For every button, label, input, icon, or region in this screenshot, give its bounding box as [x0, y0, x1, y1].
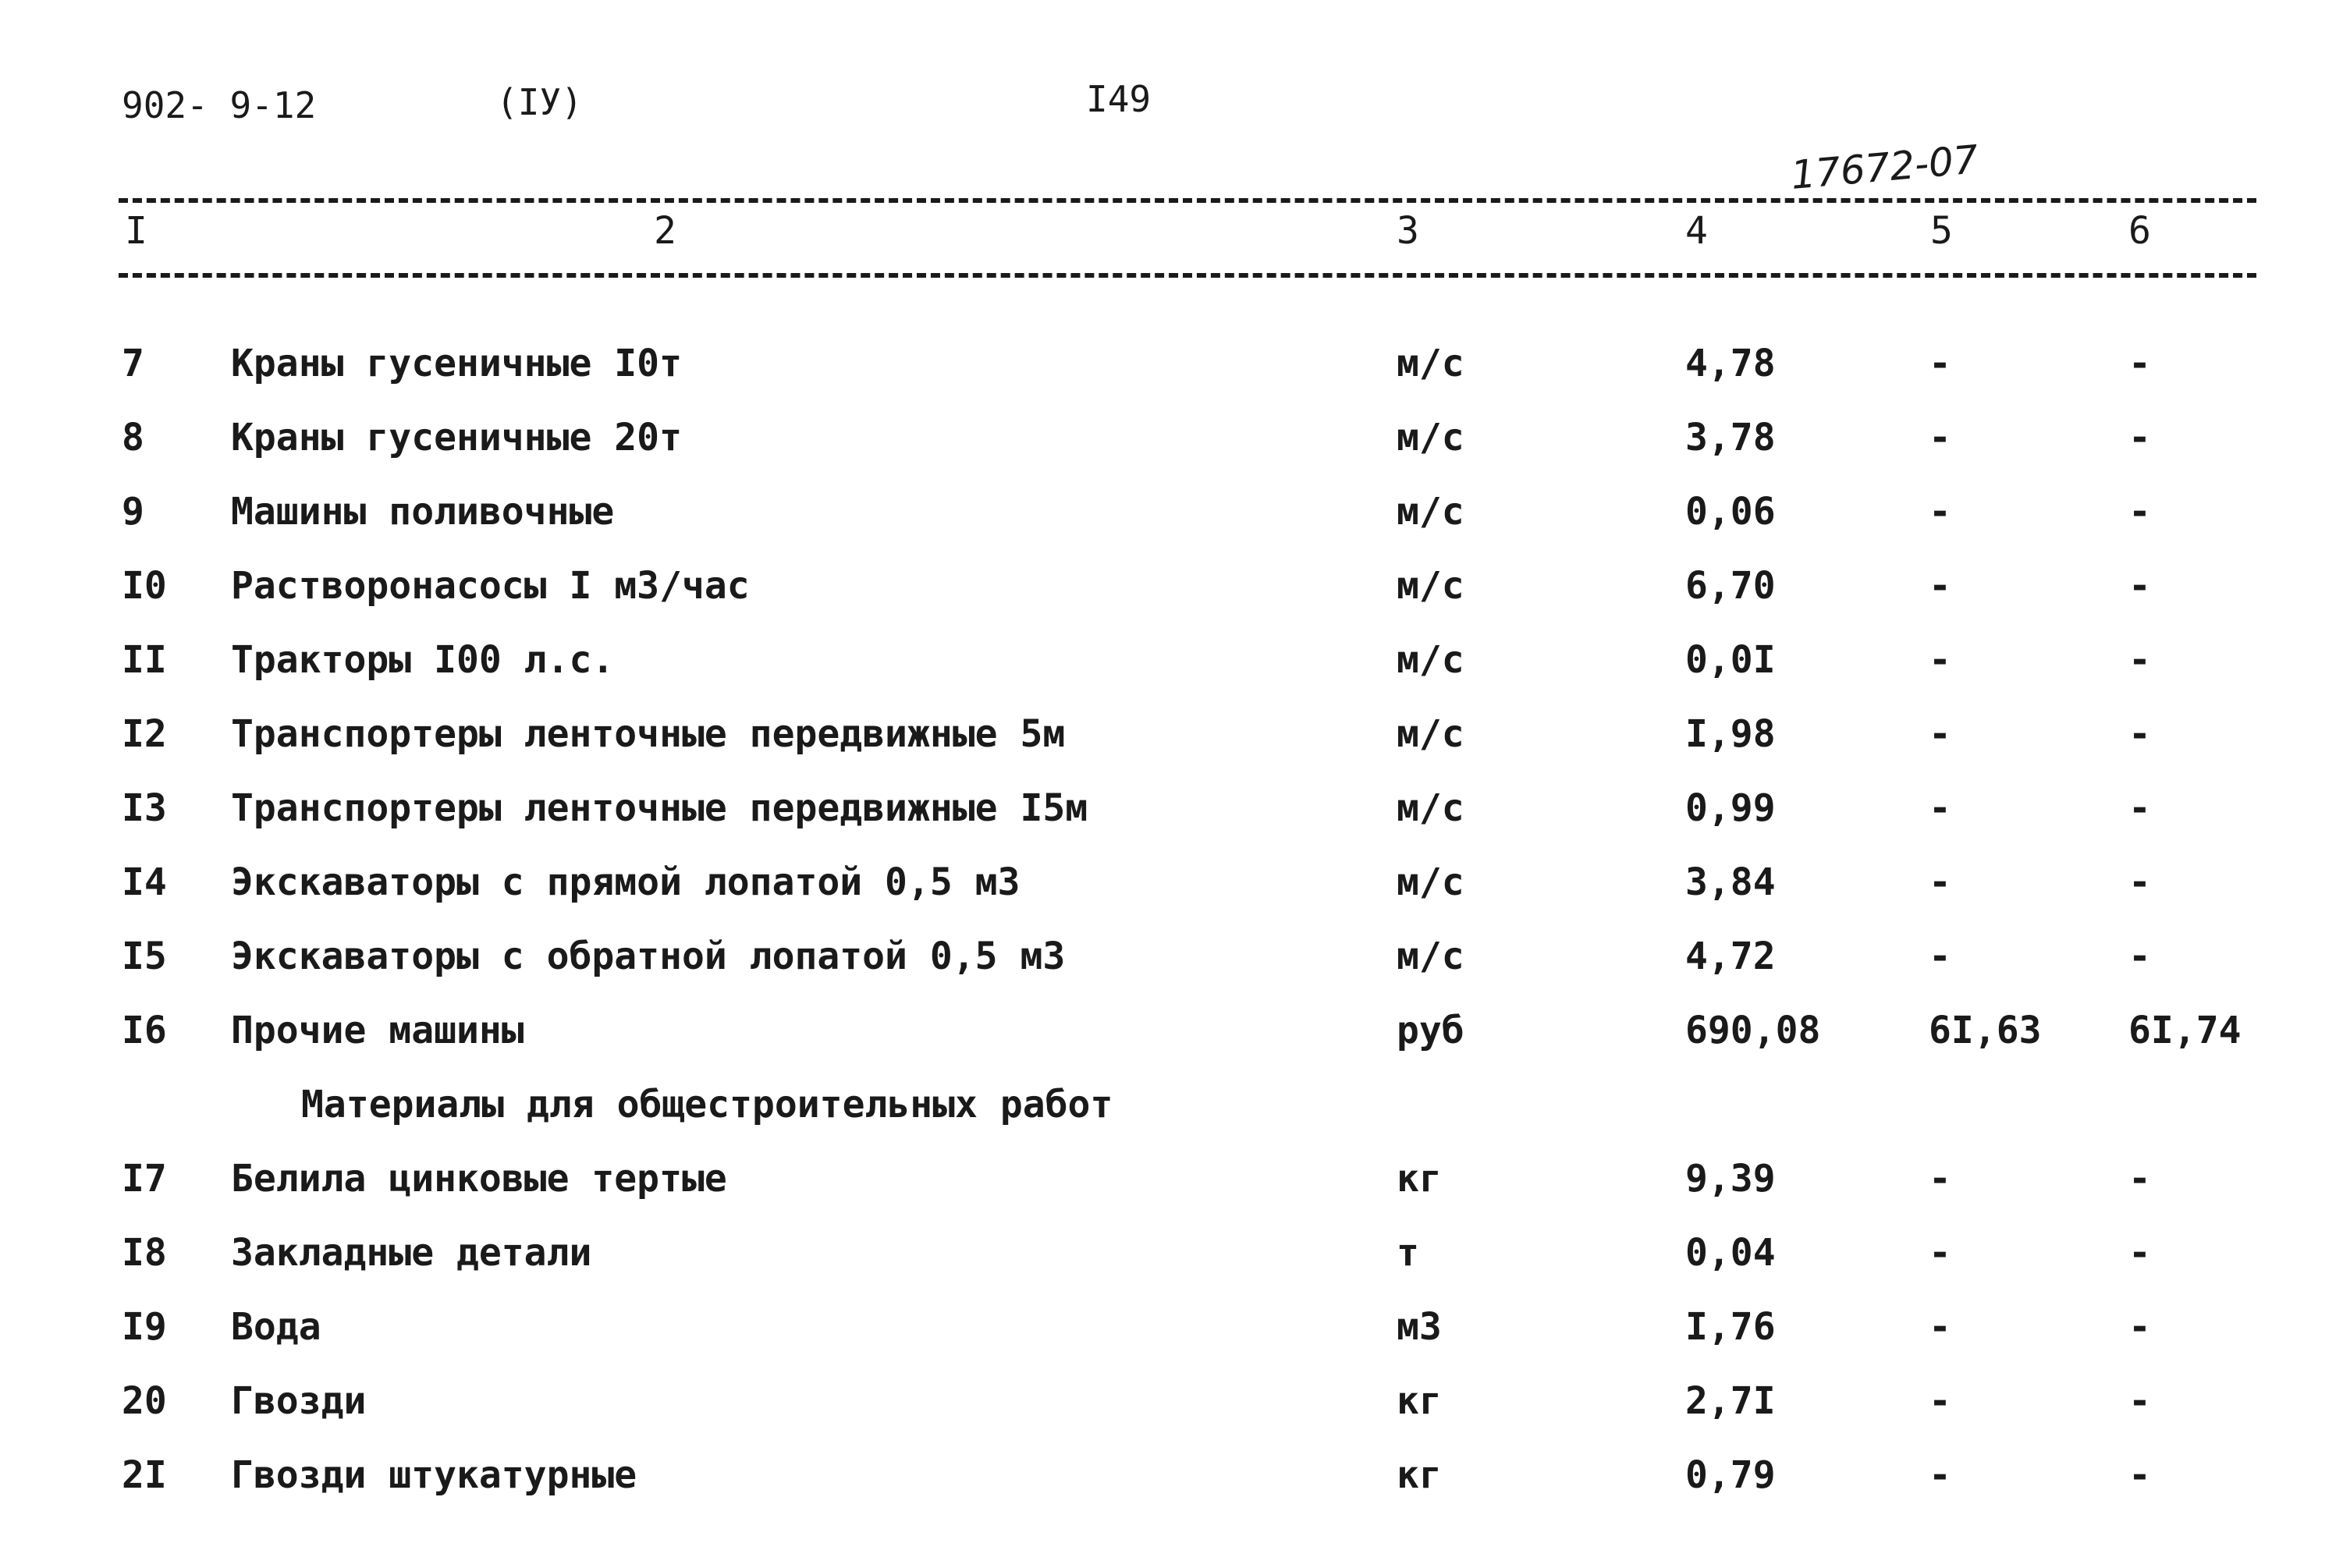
- row-unit: т: [1397, 1231, 1419, 1275]
- row-number: I4: [122, 860, 167, 904]
- table-row: [0, 1009, 2350, 1079]
- row-number: I2: [122, 712, 167, 756]
- row-name: Белила цинковые тертые: [231, 1157, 727, 1201]
- row-unit: кг: [1397, 1157, 1442, 1201]
- table-row: [0, 638, 2350, 708]
- row-col5: -: [1929, 564, 1951, 608]
- row-quantity: 690,08: [1685, 1009, 1821, 1052]
- row-unit: м3: [1397, 1305, 1442, 1349]
- row-col6: -: [2128, 342, 2151, 385]
- row-name: Краны гусеничные 20т: [231, 416, 682, 459]
- row-quantity: 4,78: [1685, 342, 1776, 385]
- row-quantity: 3,78: [1685, 416, 1776, 459]
- row-number: 2I: [122, 1453, 167, 1497]
- table-row: [0, 860, 2350, 931]
- row-name: Транспортеры ленточные передвижные I5м: [231, 786, 1088, 830]
- row-unit: м/с: [1397, 416, 1464, 459]
- row-col6: -: [2128, 416, 2151, 459]
- row-number: I5: [122, 935, 167, 978]
- row-col6: -: [2128, 1231, 2151, 1275]
- row-number: 7: [122, 342, 144, 385]
- row-name: Краны гусеничные I0т: [231, 342, 682, 385]
- row-name: Гвозди: [231, 1379, 367, 1423]
- row-quantity: 0,0I: [1685, 638, 1776, 682]
- row-col6: 6I,74: [2128, 1009, 2242, 1052]
- row-col6: -: [2128, 490, 2151, 534]
- table-row: [0, 342, 2350, 412]
- row-name: Гвозди штукатурные: [231, 1453, 637, 1497]
- column-header-5: 5: [1930, 209, 1953, 253]
- table-row: [0, 786, 2350, 857]
- row-col5: -: [1929, 712, 1951, 756]
- row-number: 20: [122, 1379, 167, 1423]
- column-header-4: 4: [1685, 209, 1708, 253]
- row-col6: -: [2128, 638, 2151, 682]
- table-row: [0, 490, 2350, 560]
- row-unit: м/с: [1397, 935, 1464, 978]
- row-col6: -: [2128, 935, 2151, 978]
- row-col5: -: [1929, 342, 1951, 385]
- column-header-2: 2: [654, 209, 676, 253]
- row-name: Закладные детали: [231, 1231, 592, 1275]
- row-col5: -: [1929, 1305, 1951, 1349]
- row-number: I9: [122, 1305, 167, 1349]
- table-row: [0, 712, 2350, 782]
- column-header-1: I: [125, 209, 147, 253]
- row-quantity: I,98: [1685, 712, 1776, 756]
- row-col6: -: [2128, 786, 2151, 830]
- row-quantity: 0,04: [1685, 1231, 1776, 1275]
- row-col5: -: [1929, 1231, 1951, 1275]
- row-col6: -: [2128, 1305, 2151, 1349]
- row-number: II: [122, 638, 167, 682]
- row-quantity: 4,72: [1685, 935, 1776, 978]
- row-col5: -: [1929, 1379, 1951, 1423]
- row-name: Экскаваторы с обратной лопатой 0,5 м3: [231, 935, 1066, 978]
- row-col5: -: [1929, 1453, 1951, 1497]
- row-col5: 6I,63: [1929, 1009, 2042, 1052]
- header-divider-top: [119, 198, 2256, 203]
- row-col5: -: [1929, 416, 1951, 459]
- row-name: Экскаваторы с прямой лопатой 0,5 м3: [231, 860, 1021, 904]
- table-row: [0, 1379, 2350, 1449]
- row-col5: -: [1929, 1157, 1951, 1201]
- row-unit: м/с: [1397, 564, 1464, 608]
- row-col6: -: [2128, 564, 2151, 608]
- section-title: Материалы для общестроительных работ: [301, 1083, 1113, 1126]
- row-quantity: I,76: [1685, 1305, 1776, 1349]
- row-quantity: 0,79: [1685, 1453, 1776, 1497]
- row-quantity: 9,39: [1685, 1157, 1776, 1201]
- header-divider-bottom: [119, 273, 2256, 278]
- table-row: [0, 1231, 2350, 1301]
- row-name: Растворонасосы I м3/час: [231, 564, 750, 608]
- row-name: Прочие машины: [231, 1009, 524, 1052]
- row-unit: м/с: [1397, 712, 1464, 756]
- row-unit: м/с: [1397, 342, 1464, 385]
- column-header-3: 3: [1397, 209, 1419, 253]
- row-number: I6: [122, 1009, 167, 1052]
- row-col6: -: [2128, 1157, 2151, 1201]
- row-col5: -: [1929, 638, 1951, 682]
- row-number: I8: [122, 1231, 167, 1275]
- row-unit: кг: [1397, 1379, 1442, 1423]
- row-quantity: 0,06: [1685, 490, 1776, 534]
- row-col5: -: [1929, 786, 1951, 830]
- page-number: I49: [1086, 78, 1152, 120]
- row-quantity: 6,70: [1685, 564, 1776, 608]
- row-quantity: 0,99: [1685, 786, 1776, 830]
- row-unit: кг: [1397, 1453, 1442, 1497]
- row-unit: м/с: [1397, 638, 1464, 682]
- row-quantity: 3,84: [1685, 860, 1776, 904]
- row-col6: -: [2128, 1379, 2151, 1423]
- volume-label: (IУ): [496, 81, 583, 123]
- row-name: Транспортеры ленточные передвижные 5м: [231, 712, 1066, 756]
- table-row: [0, 1305, 2350, 1375]
- row-number: I3: [122, 786, 167, 830]
- table-row: [0, 935, 2350, 1005]
- row-number: I7: [122, 1157, 167, 1201]
- table-row: [0, 1157, 2350, 1227]
- document-code: 902- 9-12: [122, 84, 317, 126]
- column-header-6: 6: [2128, 209, 2151, 253]
- row-col5: -: [1929, 935, 1951, 978]
- row-col5: -: [1929, 490, 1951, 534]
- row-number: 8: [122, 416, 144, 459]
- row-number: I0: [122, 564, 167, 608]
- table-row: [0, 1453, 2350, 1524]
- row-unit: руб: [1397, 1009, 1464, 1052]
- table-row: [0, 416, 2350, 486]
- row-unit: м/с: [1397, 786, 1464, 830]
- row-col6: -: [2128, 712, 2151, 756]
- row-unit: м/с: [1397, 490, 1464, 534]
- row-col6: -: [2128, 860, 2151, 904]
- table-row: [0, 564, 2350, 634]
- row-name: Вода: [231, 1305, 321, 1349]
- handwritten-stamp: 17672-07: [1788, 137, 1980, 198]
- row-unit: м/с: [1397, 860, 1464, 904]
- row-name: Тракторы I00 л.с.: [231, 638, 615, 682]
- row-col5: -: [1929, 860, 1951, 904]
- row-col6: -: [2128, 1453, 2151, 1497]
- row-number: 9: [122, 490, 144, 534]
- row-name: Машины поливочные: [231, 490, 615, 534]
- row-quantity: 2,7I: [1685, 1379, 1776, 1423]
